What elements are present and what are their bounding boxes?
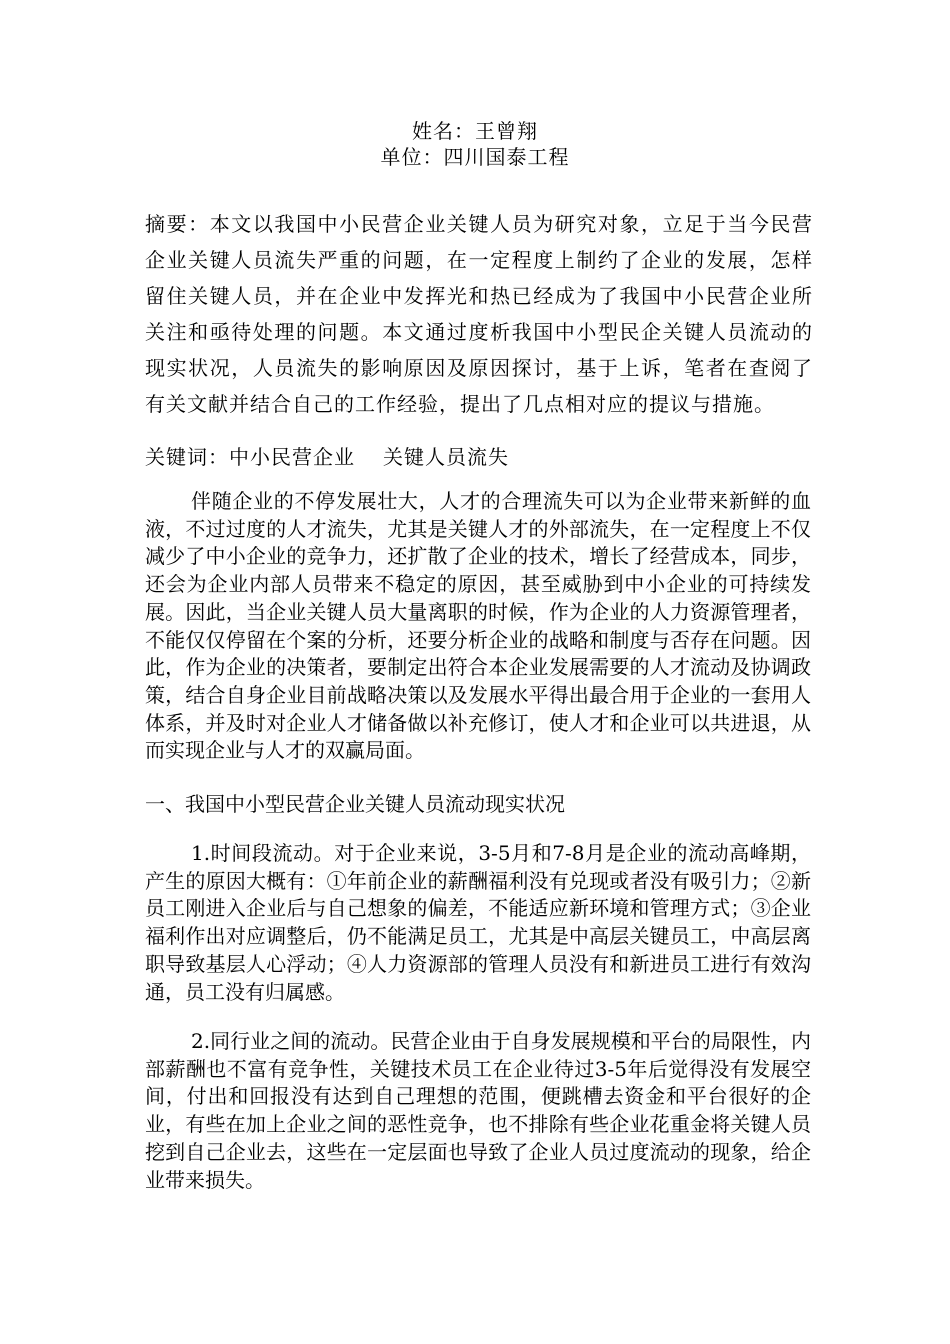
author-name-line: 姓名：王曾翔: [412, 119, 538, 143]
abstract-paragraph: 摘要：本文以我国中小民营企业关键人员为研究对象，立足于当今民营企业关键人员流失严重的问题，在一定程度上制约了企业的发展，怎样留住关键人员，并在企业中发挥光和热已经成为了我国中小民营企业所关注和亟待处理的问题。本文通过度析我国中小型民企关键人员流动的现实状况，人员流失的影响原因及原因探讨，基于上诉，笔者在查阅了有关文献并结合自己的工作经验，提出了几点相对应的提议与措施。: [145, 212, 813, 416]
keywords-label: 关键词：: [145, 445, 229, 469]
document-header: [0, 118, 950, 170]
keyword-item: 关键人员流失: [383, 445, 509, 469]
author-unit-line: 单位：四川国泰工程: [380, 145, 570, 169]
section-item-paragraph: 2.同行业之间的流动。民营企业由于自身发展规模和平台的局限性，内部薪酬也不富有竞争性，关键技术员工在企业待过3-5年后觉得没有发展空间，付出和回报没有达到自己理想的范围，便跳槽去资金和平台很好的企业，有些在加上企业之间的恶性竞争，也不排除有些企业花重金将关键人员挖到自己企业去，这些在一定层面也导致了企业人员过度流动的现象，给企业带来损失。: [145, 1029, 811, 1192]
keyword-item: 中小民营企业: [229, 445, 355, 469]
section-heading: 一、我国中小型民营企业关键人员流动现实状况: [145, 792, 565, 816]
section-item-paragraph: 1.时间段流动。对于企业来说，3-5月和7-8月是企业的流动高峰期，产生的原因大概有：①年前企业的薪酬福利没有兑现或者没有吸引力；②新员工刚进入企业后与自己想象的偏差，不能适应新环境和管理方式；③企业福利作出对应调整后，仍不能满足员工，尤其是中高层关键员工，中高层离职导致基层人心浮动；④人力资源部的管理人员没有和新进员工进行有效沟通，员工没有归属感。: [145, 841, 811, 1004]
intro-paragraph: 伴随企业的不停发展壮大，人才的合理流失可以为企业带来新鲜的血液，不过过度的人才流失，尤其是关键人才的外部流失，在一定程度上不仅减少了中小企业的竞争力，还扩散了企业的技术，增长了经营成本，同步，还会为企业内部人员带来不稳定的原因，甚至威胁到中小企业的可持续发展。因此，当企业关键人员大量离职的时候，作为企业的人力资源管理者，不能仅仅停留在个案的分析，还要分析企业的战略和制度与否存在问题。因此，作为企业的决策者，要制定出符合本企业发展需要的人才流动及协调政策，结合自身企业目前战略决策以及发展水平得出最合用于企业的一套用人体系，并及时对企业人才储备做以补充修订，使人才和企业可以共进退，从而实现企业与人才的双赢局面。: [145, 489, 811, 763]
keywords-line: [145, 443, 813, 471]
